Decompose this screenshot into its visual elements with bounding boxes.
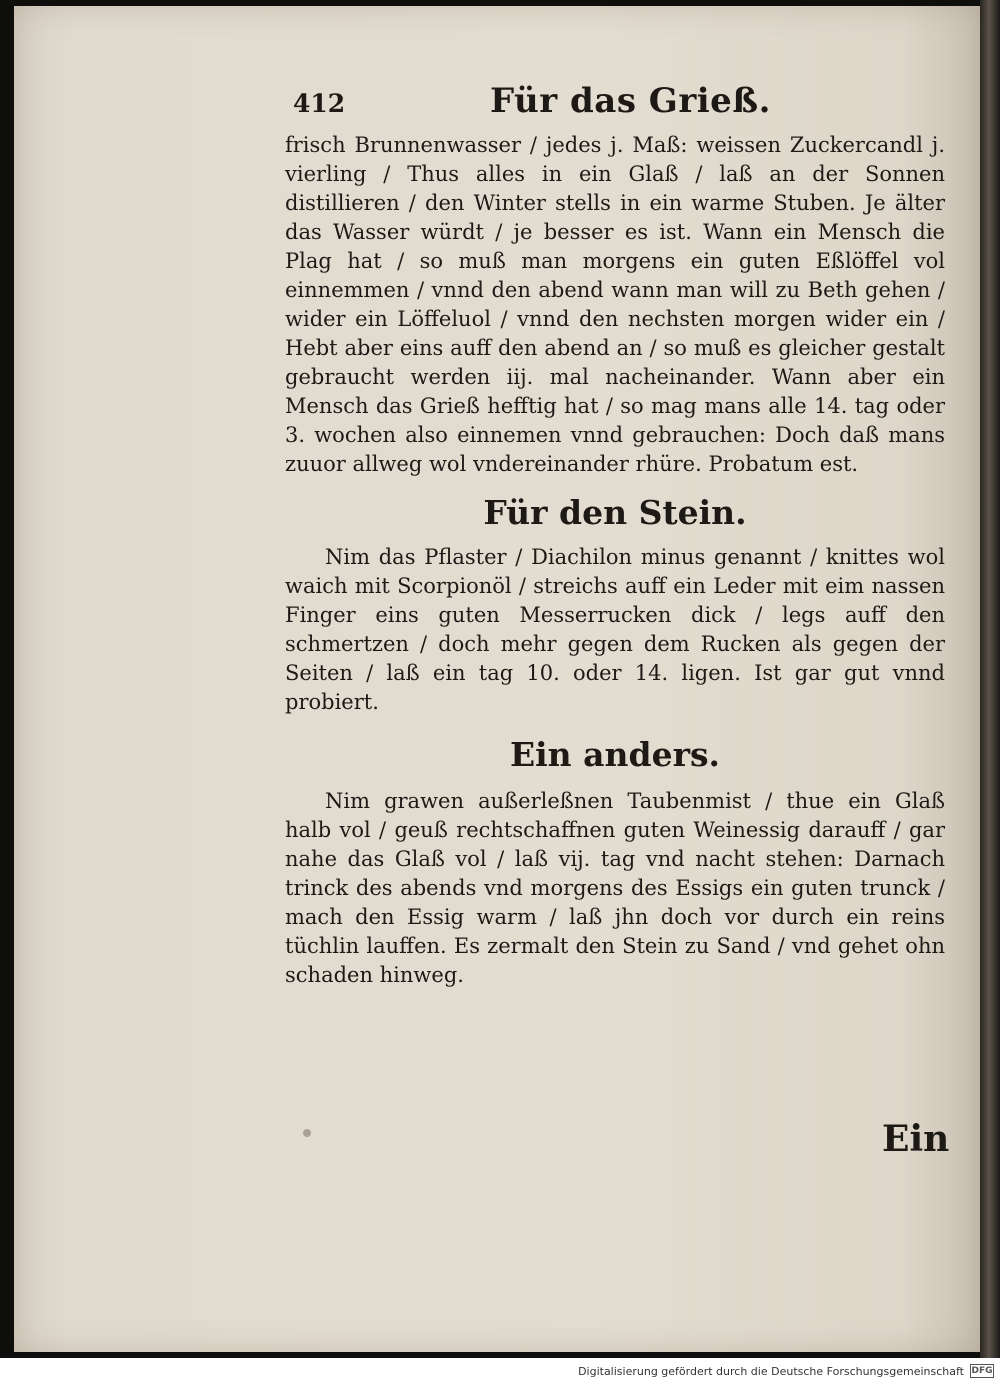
paragraph-grieß-remedy: frisch Brunnenwasser / jedes j. Maß: weissen Zuckercandl j. vierling / Thus alles in ein Glaß / laß an der Sonnen distillieren / den Winter stells in ein warme Stuben. Je älter das Wasser würdt / je besser es ist. Wann ein Mensch die Plag hat / so muß man morgens ein guten Eßlöffel vol einnemmen / vnnd den abend wann man will zu Beth gehen / wider ein Löffeluol / vnnd den nechsten morgen wider ein / Hebt aber eins auff den abend an / so muß es gleicher gestalt gebraucht werden iij. mal nacheinander. Wann aber ein Mensch das Grieß hefftig hat / so mag mans alle 14. tag oder 3. wochen also einnemen vnnd gebrauchen: Doch daß mans zuuor allweg wol vndereinander rhüre. Probatum est. [285,133,945,476]
running-head [285,75,945,131]
book-spine [980,0,1000,1358]
dfg-logo-icon: DFG [971,1366,993,1376]
section-heading-anders: Ein anders. [509,735,721,774]
page-number: 412 [293,89,346,118]
funding-credit: Digitalisierung gefördert durch die Deutsche Forschungsgemeinschaft [578,1365,964,1378]
catchword: Ein [882,1118,950,1160]
text-block [285,75,945,990]
paragraph-anders-remedy: Nim grawen außerleßnen Taubenmist / thue ein Glaß halb vol / geuß rechtschaffnen guten Weinessig darauff / gar nahe das Glaß vol / laß vij. tag vnd nacht stehen: Darnach trinck des abends vnd morgens des Essigs ein guten trunck / mach den Essig warm / laß jhn doch vor durch ein reins tüchlin lauffen. Es zermalt den Stein zu Sand / vnd gehet ohn schaden hinweg. [285,789,945,987]
paper-speck [303,1129,311,1137]
section-heading-stein: Für den Stein. [483,493,747,532]
running-title: Für das Grieß. [490,81,771,121]
paragraph-stein-remedy: Nim das Pflaster / Diachilon minus genannt / knittes wol waich mit Scorpionöl / streichs auff ein Leder mit eim nassen Finger eins guten Messerrucken dick / legs auff den schmertzen / doch mehr gegen dem Rucken als gegen der Seiten / laß ein tag 10. oder 14. ligen. Ist gar gut vnnd probiert. [285,545,945,714]
footer-bar [0,1358,1000,1387]
